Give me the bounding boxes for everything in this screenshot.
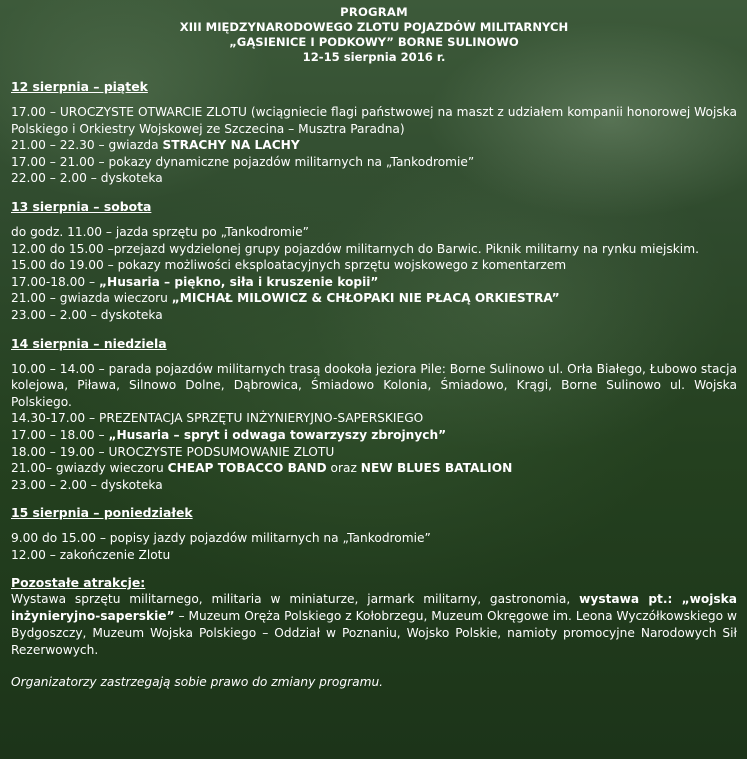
- attractions-text-end: – Muzeum Oręża Polskiego z Kołobrzegu, Muzeum Okręgowe im. Leona Wyczółkowskiego w Bydgoszczy, Muzeum Wojska Polskiego – Oddział w Poznaniu, Wojsko Polskie, namioty promocyjne Narodowych Sił Rezerwowych.: [11, 609, 737, 658]
- entry-highlight: „Husaria – spryt i odwaga towarzyszy zbrojnych”: [108, 427, 447, 442]
- schedule-entry: 9.00 do 15.00 – popisy jazdy pojazdów militarnych na „Tankodromie”: [11, 531, 431, 546]
- entry-text: 21.00 – gwiazda wieczoru: [11, 291, 172, 306]
- entry-highlight: CHEAP TOBACCO BAND: [167, 461, 327, 476]
- entry-highlight: „Husaria – piękno, siła i kruszenie kopii”: [99, 274, 379, 289]
- header-location: „GĄSIENICE I PODKOWY” BORNE SULINOWO: [229, 35, 519, 49]
- entry-text: 17.00 – 18.00 –: [11, 427, 109, 442]
- schedule-entry: 14.30-17.00 – PREZENTACJA SPRZĘTU INŻYNIERYJNO-SAPERSKIEGO: [11, 411, 424, 426]
- attractions-text-start: Wystawa sprzętu militarnego, militaria w miniaturze, jarmark militarny, gastronomia,: [11, 592, 580, 607]
- program-header: [11, 5, 737, 65]
- day-title: 14 sierpnia – niedziela: [11, 335, 167, 351]
- schedule-entry: [11, 274, 737, 291]
- schedule-entry: 10.00 – 14.00 – parada pojazdów militarnych trasą dookoła jeziora Pile: Borne Sulinowo ul. Orła Białego, Łubowo stacja kolejowa, Piława, Silnowo Dolne, Dąbrowica, Śmiadowo Kolonia, Śmiadowo, Krągi, Borne Sulinowo ul. Wojska Polskiego.: [11, 361, 737, 409]
- other-attractions-text: [11, 591, 737, 659]
- other-attractions-title: Pozostałe atrakcje:: [11, 575, 146, 591]
- day-title: 12 sierpnia – piątek: [11, 79, 148, 94]
- entry-text: 21.00– gwiazdy wieczoru: [11, 461, 168, 476]
- schedule-entry: 23.00 – 2.00 – dyskoteka: [11, 477, 163, 492]
- other-attractions-section: [11, 575, 737, 659]
- day-section: [11, 79, 737, 187]
- day-section: [11, 336, 737, 494]
- schedule-entry: [11, 460, 737, 477]
- schedule-entry: 22.00 – 2.00 – dyskoteka: [11, 171, 163, 186]
- day-title: 13 sierpnia – sobota: [11, 198, 152, 214]
- entry-text: oraz: [326, 461, 361, 476]
- entry-text: 21.00 – 22.30 – gwiazda: [11, 138, 163, 153]
- header-dates: 12-15 sierpnia 2016 r.: [302, 50, 446, 64]
- entry-highlight: NEW BLUES BATALION: [360, 461, 513, 476]
- header-event-name: XIII MIĘDZYNARODOWEGO ZLOTU POJAZDÓW MILITARNYCH: [179, 20, 569, 34]
- schedule-entry: 23.00 – 2.00 – dyskoteka: [11, 307, 163, 322]
- schedule-entry: 17.00 – UROCZYSTE OTWARCIE ZLOTU (wciągniecie flagi państwowej na maszt z udziałem kompanii honorowej Wojska Polskiego i Orkiestry Wojskowej ze Szczecina – Musztra Paradna): [11, 105, 737, 136]
- schedule-entry: 12.00 do 15.00 –przejazd wydzielonej grupy pojazdów militarnych do Barwic. Piknik militarny na rynku miejskim.: [11, 241, 699, 256]
- header-title: PROGRAM: [340, 5, 408, 19]
- schedule-entry: 12.00 – zakończenie Zlotu: [11, 547, 171, 562]
- schedule-entry: [11, 290, 737, 307]
- day-title: 15 sierpnia – poniedziałek: [11, 505, 193, 521]
- schedule-entry: [11, 427, 737, 444]
- entry-highlight: „MICHAŁ MILOWICZ & CHŁOPAKI NIE PŁACĄ ORKIESTRA”: [171, 291, 560, 306]
- schedule-entry: 17.00 – 21.00 – pokazy dynamiczne pojazdów militarnych na „Tankodromie”: [11, 154, 475, 169]
- organizers-note: Organizatorzy zastrzegają sobie prawo do zmiany programu.: [11, 675, 384, 690]
- attractions-exhibition: wystawa pt.: „wojska inżynieryjno-saperskie”: [11, 592, 738, 624]
- schedule: [11, 79, 737, 563]
- schedule-entry: do godz. 11.00 – jazda sprzętu po „Tankodromie”: [11, 224, 309, 239]
- day-section: [11, 505, 737, 563]
- entry-text: 17.00-18.00 –: [11, 274, 100, 289]
- schedule-entry: 15.00 do 19.00 – pokazy możliwości eksploatacyjnych sprzętu wojskowego z komentarzem: [11, 258, 567, 273]
- entry-highlight: STRACHY NA LACHY: [162, 138, 300, 153]
- schedule-entry: [11, 137, 737, 154]
- day-section: [11, 199, 737, 324]
- schedule-entry: 18.00 – 19.00 – UROCZYSTE PODSUMOWANIE ZLOTU: [11, 444, 335, 459]
